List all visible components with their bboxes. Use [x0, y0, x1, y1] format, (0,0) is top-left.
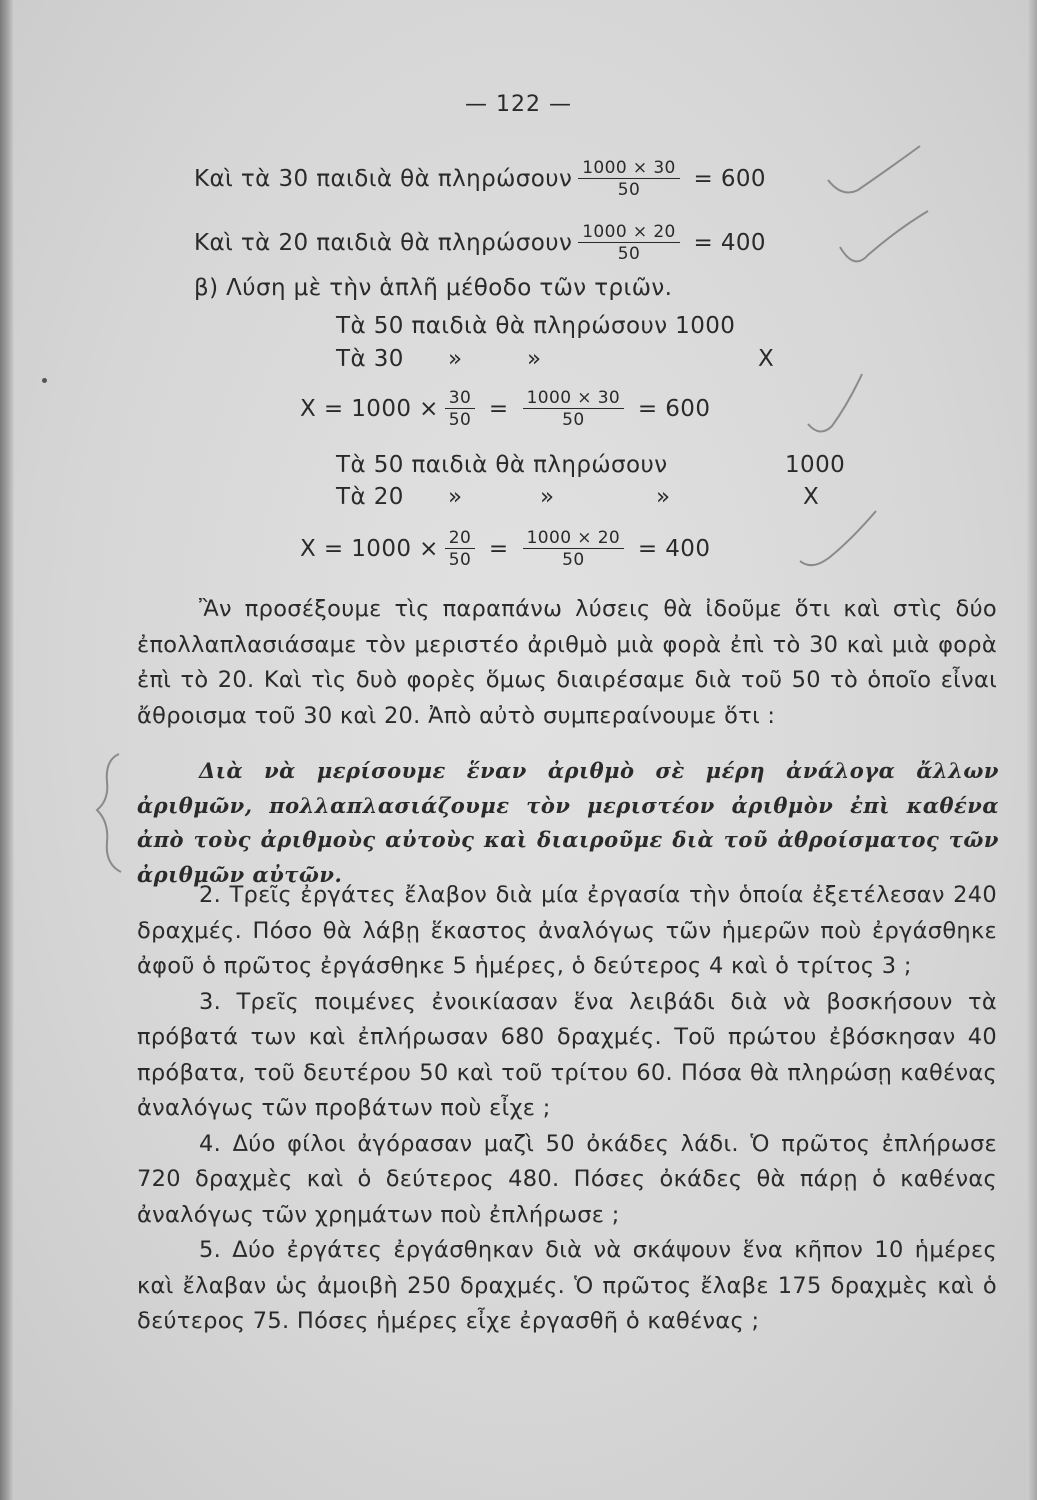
page-edge-shadow — [1027, 0, 1037, 1500]
fraction-denominator: 50 — [562, 410, 585, 430]
conclusion-text: Ἂν προσέξουμε τὶς παραπάνω λύσεις θὰ ἰδοῦμε ὅτι καὶ στὶς δύο ἐπολλαπλασιάσαμε τὸν μεριστέο ἀριθμὸ μιὰ φορὰ ἐπὶ τὸ 30 καὶ μιὰ φορὰ ἐπὶ τὸ 20. Καὶ τὶς δυὸ φορὲς ὅμως διαιρέσαμε διὰ τοῦ 50 τὸ ὁποῖο εἶναι ἄθροισμα τοῦ 30 καὶ 20. Ἀπὸ αὐτὸ συμπεραίνουμε ὅτι : — [137, 596, 997, 729]
block2-row2-label: Τὰ 20 — [336, 484, 404, 510]
block1-row2-label: Τὰ 30 — [336, 346, 404, 372]
fraction — [523, 388, 625, 431]
equation-equals: = — [488, 396, 509, 422]
block2-row1-value: 1000 — [785, 452, 846, 478]
fraction-denominator: 50 — [617, 180, 641, 200]
fraction-denominator: 50 — [448, 550, 472, 570]
pencil-brace — [85, 748, 135, 878]
block1-ditto-2: » — [527, 346, 542, 372]
equation-result: = 400 — [637, 536, 711, 562]
fraction — [578, 222, 680, 265]
line-label: Καὶ τὰ 30 παιδιὰ θὰ πληρώσουν — [194, 166, 573, 192]
block1-ditto-1: » — [448, 346, 463, 372]
solution-a-line-2 — [194, 222, 766, 265]
fraction-numerator: 20 — [445, 528, 475, 549]
fraction-denominator: 50 — [448, 410, 472, 430]
block2-unknown-x: Χ — [803, 484, 820, 510]
block2-equation — [300, 528, 710, 571]
conclusion-paragraph — [137, 592, 997, 734]
fraction-numerator: 1000 × 20 — [523, 528, 625, 549]
fraction-numerator: 1000 × 30 — [578, 158, 680, 179]
line-result: = 600 — [693, 166, 766, 192]
block2-ditto-3: » — [656, 484, 671, 510]
block2-ditto-1: » — [448, 484, 463, 510]
exercise-3: 3. Τρεῖς ποιμένες ἐνοικίασαν ἕνα λειβάδι διὰ νὰ βοσκήσουν τὰ πρόβατά των καὶ ἐπλήρωσαν 680 δραχμές. Τοῦ πρώτου ἐβόσκησαν 40 πρόβατα, τοῦ δευτέρου 50 καὶ τοῦ τρίτου 60. Πόσα θὰ πληρώσῃ καθένας ἀναλόγως τῶν προβάτων ποὺ εἶχε ; — [137, 988, 997, 1121]
block2-ditto-2: » — [540, 484, 555, 510]
line-label: Καὶ τὰ 20 παιδιὰ θὰ πληρώσουν — [194, 230, 573, 256]
exercise-5: 5. Δύο ἐργάτες ἐργάσθηκαν διὰ νὰ σκάψουν ἕνα κῆπον 10 ἡμέρες καὶ ἔλαβαν ὡς ἀμοιβὴ 250 δραχμές. Ὁ πρῶτος ἔλαβε 175 δραχμὲς καὶ ὁ δεύτερος 75. Πόσες ἡμέρες εἶχε ἐργασθῆ ὁ καθένας ; — [137, 1237, 997, 1334]
fraction — [445, 388, 475, 431]
line-result: = 400 — [693, 230, 766, 256]
equation-equals: = — [488, 536, 509, 562]
block1-equation — [300, 388, 710, 431]
equation-lhs: Χ = 1000 × — [300, 396, 439, 422]
page-number: — 122 — — [465, 92, 572, 117]
equation-lhs: Χ = 1000 × — [300, 536, 439, 562]
exercise-list — [137, 878, 997, 1340]
fraction-denominator: 50 — [562, 550, 585, 570]
pencil-checkmark — [830, 205, 940, 280]
fraction — [578, 158, 680, 201]
fraction-numerator: 1000 × 20 — [578, 222, 680, 243]
block1-row1: Τὰ 50 παιδιὰ θὰ πληρώσουν 1000 — [336, 313, 736, 339]
pencil-checkmark — [790, 505, 890, 585]
fraction — [445, 528, 475, 571]
pencil-checkmark — [820, 140, 940, 210]
rule-statement: Διὰ νὰ μερίσουμε ἕναν ἀριθμὸ σὲ μέρη ἀνάλογα ἄλλων ἀριθμῶν, πολλαπλασιάζουμε τὸν μεριστέον ἀριθμὸν ἐπὶ καθένα ἀπὸ τοὺς ἀριθμοὺς αὐτοὺς καὶ διαιροῦμε διὰ τοῦ ἀθροίσματος τῶν ἀριθμῶν αὐτῶν. — [137, 758, 999, 887]
equation-result: = 600 — [637, 396, 711, 422]
fraction-numerator: 30 — [445, 388, 475, 409]
page-spine-shadow — [0, 0, 14, 1500]
pencil-checkmark — [800, 370, 880, 450]
solution-a-line-1 — [194, 158, 766, 201]
block1-unknown-x: Χ — [758, 346, 775, 372]
exercise-4: 4. Δύο φίλοι ἀγόρασαν μαζὶ 50 ὀκάδες λάδι. Ὁ πρῶτος ἐπλήρωσε 720 δραχμὲς καὶ ὁ δεύτερος 480. Πόσες ὀκάδες θὰ πάρῃ ὁ καθένας ἀναλόγως τῶν χρημάτων ποὺ ἐπλήρωσε ; — [137, 1130, 997, 1228]
fraction-numerator: 1000 × 30 — [523, 388, 625, 409]
block2-row1-label: Τὰ 50 παιδιὰ θὰ πληρώσουν — [336, 452, 668, 478]
fraction-denominator: 50 — [617, 244, 641, 264]
fraction — [523, 528, 625, 571]
solution-b-heading: β) Λύση μὲ τὴν ἁπλῆ μέθοδο τῶν τριῶν. — [194, 275, 673, 301]
speck-mark — [42, 378, 47, 383]
exercise-2: 2. Τρεῖς ἐργάτες ἔλαβον διὰ μία ἐργασία τὴν ὁποία ἐξετέλεσαν 240 δραχμές. Πόσο θὰ λάβῃ ἕκαστος ἀναλόγως τῶν ἡμερῶν ποὺ ἐργάσθηκε ἀφοῦ ὁ πρῶτος ἐργάσθηκε 5 ἡμέρες, ὁ δεύτερος 4 καὶ ὁ τρίτος 3 ; — [137, 882, 997, 979]
